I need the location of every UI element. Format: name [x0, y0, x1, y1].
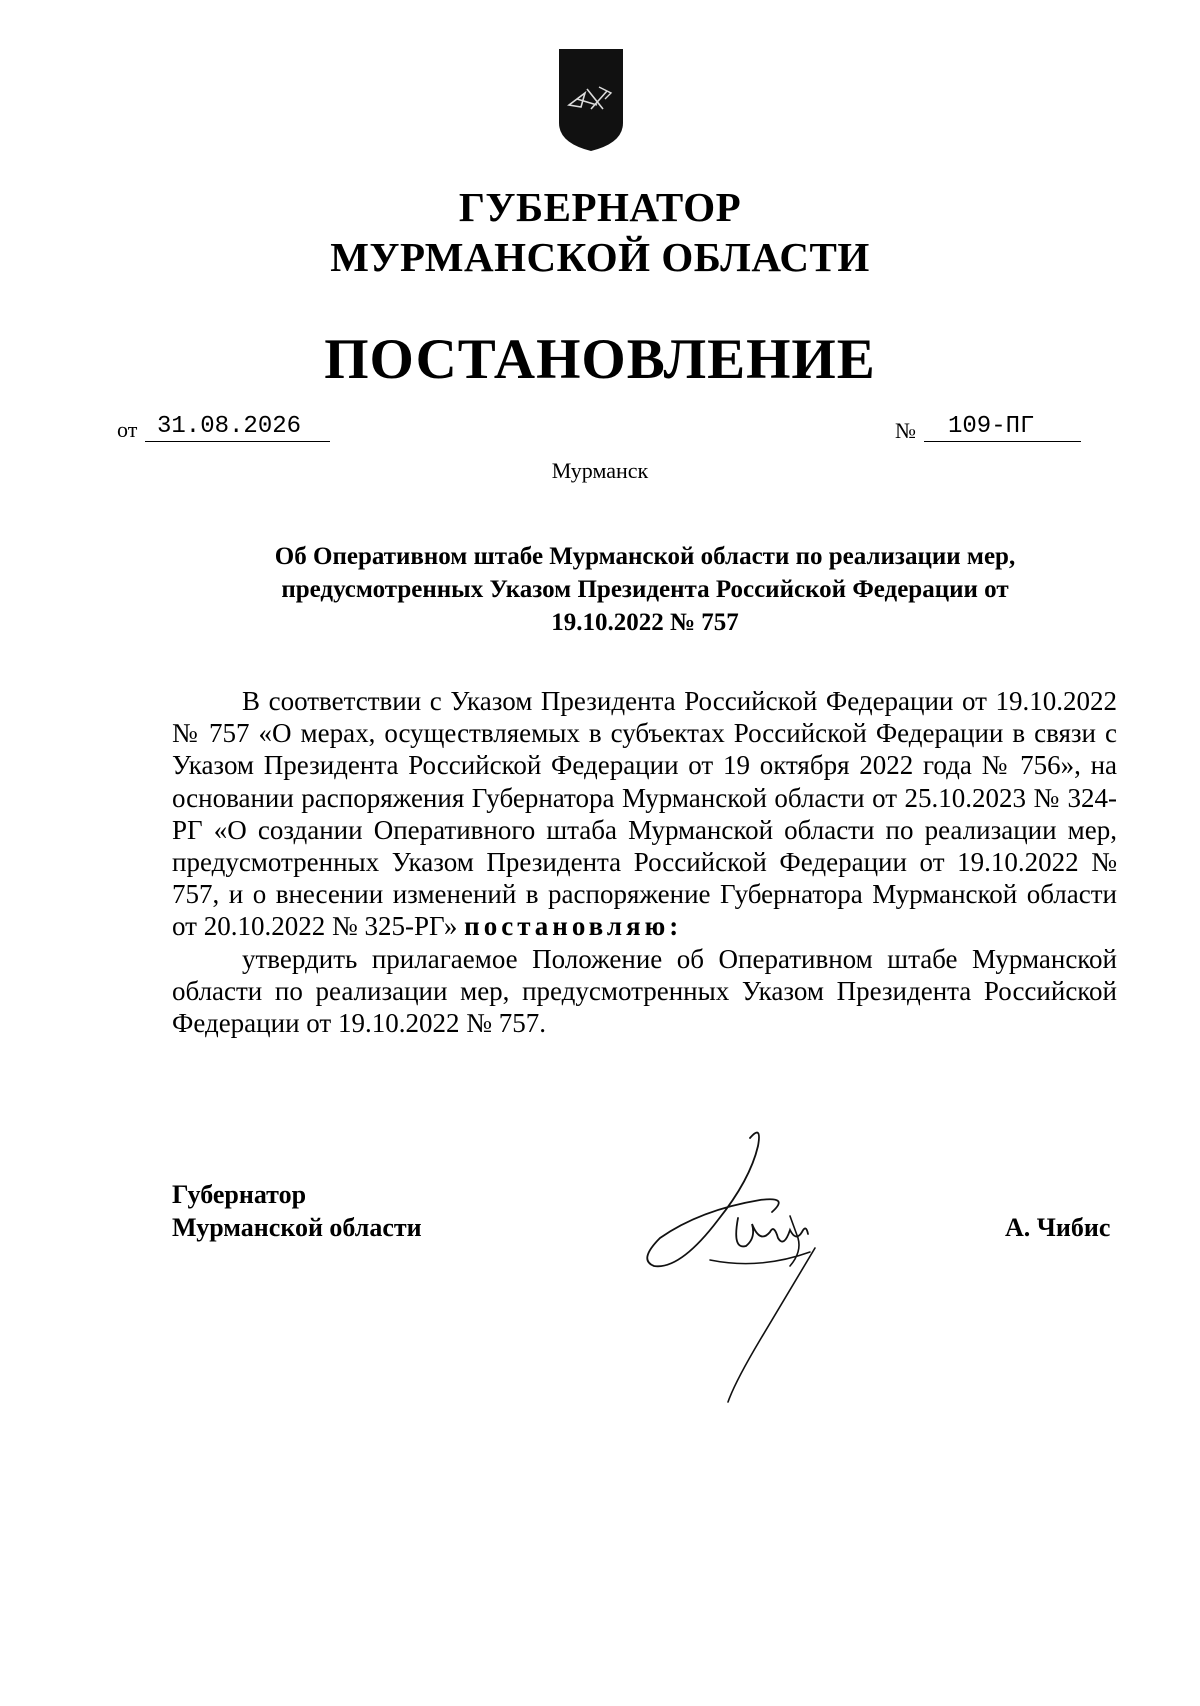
handwritten-signature	[640, 1120, 880, 1410]
city-name: Мурманск	[551, 458, 649, 483]
subject-line1: Об Оперативном штабе Мурманской области по реализации мер,	[274, 543, 1016, 570]
preamble-text: В соответствии с Указом Президента Российской Федерации от 19.10.2022 № 757 «О мерах, осуществляемых в субъектах Российской Федерации в связи с Указом Президента Российской Федерации от 19 октября 2022 года № 756», на основании распоряжения Губернатора Мурманской области от 25.10.2023 № 324-РГ «О создании Оперативного штаба Мурманской области по реализации мер, предусмотренных Указом Президента Российской Федерации от 19.10.2022 № 757, и о внесении изменений в распоряжение Губернатора Мурманской области от 20.10.2022 № 325-РГ»	[172, 686, 1117, 942]
subject-line2: предусмотренных Указом Президента Российской Федерации от	[281, 576, 1009, 603]
subject-line3: 19.10.2022 № 757	[551, 609, 739, 636]
document-date: 31.08.2026	[145, 413, 330, 442]
signatory-name: А. Чибис	[1005, 1213, 1111, 1242]
signatory-position-line2: Мурманской области	[172, 1213, 422, 1242]
signatory-position-line1: Губернатор	[172, 1180, 307, 1209]
date-prefix: от	[117, 417, 138, 442]
body-paragraph-resolution: утвердить прилагаемое Положение об Оперативном штабе Мурманской области по реализации мер, предусмотренных Указом Президента Российской Федерации от 19.10.2022 № 757.	[172, 943, 1117, 1039]
document-type: ПОСТАНОВЛЕНИЕ	[324, 328, 876, 391]
signatory-position	[172, 1178, 422, 1244]
org-title-line1: ГУБЕРНАТОР	[458, 184, 742, 230]
body-paragraph-preamble	[172, 685, 1117, 943]
number-sign: №	[895, 418, 916, 443]
decree-word: постановляю:	[464, 911, 683, 942]
coat-of-arms-icon	[557, 47, 625, 153]
document-subject	[215, 540, 1075, 639]
org-title-line2: МУРМАНСКОЙ ОБЛАСТИ	[330, 234, 870, 280]
document-number: 109-ПГ	[924, 413, 1081, 442]
document-body	[172, 685, 1117, 1039]
